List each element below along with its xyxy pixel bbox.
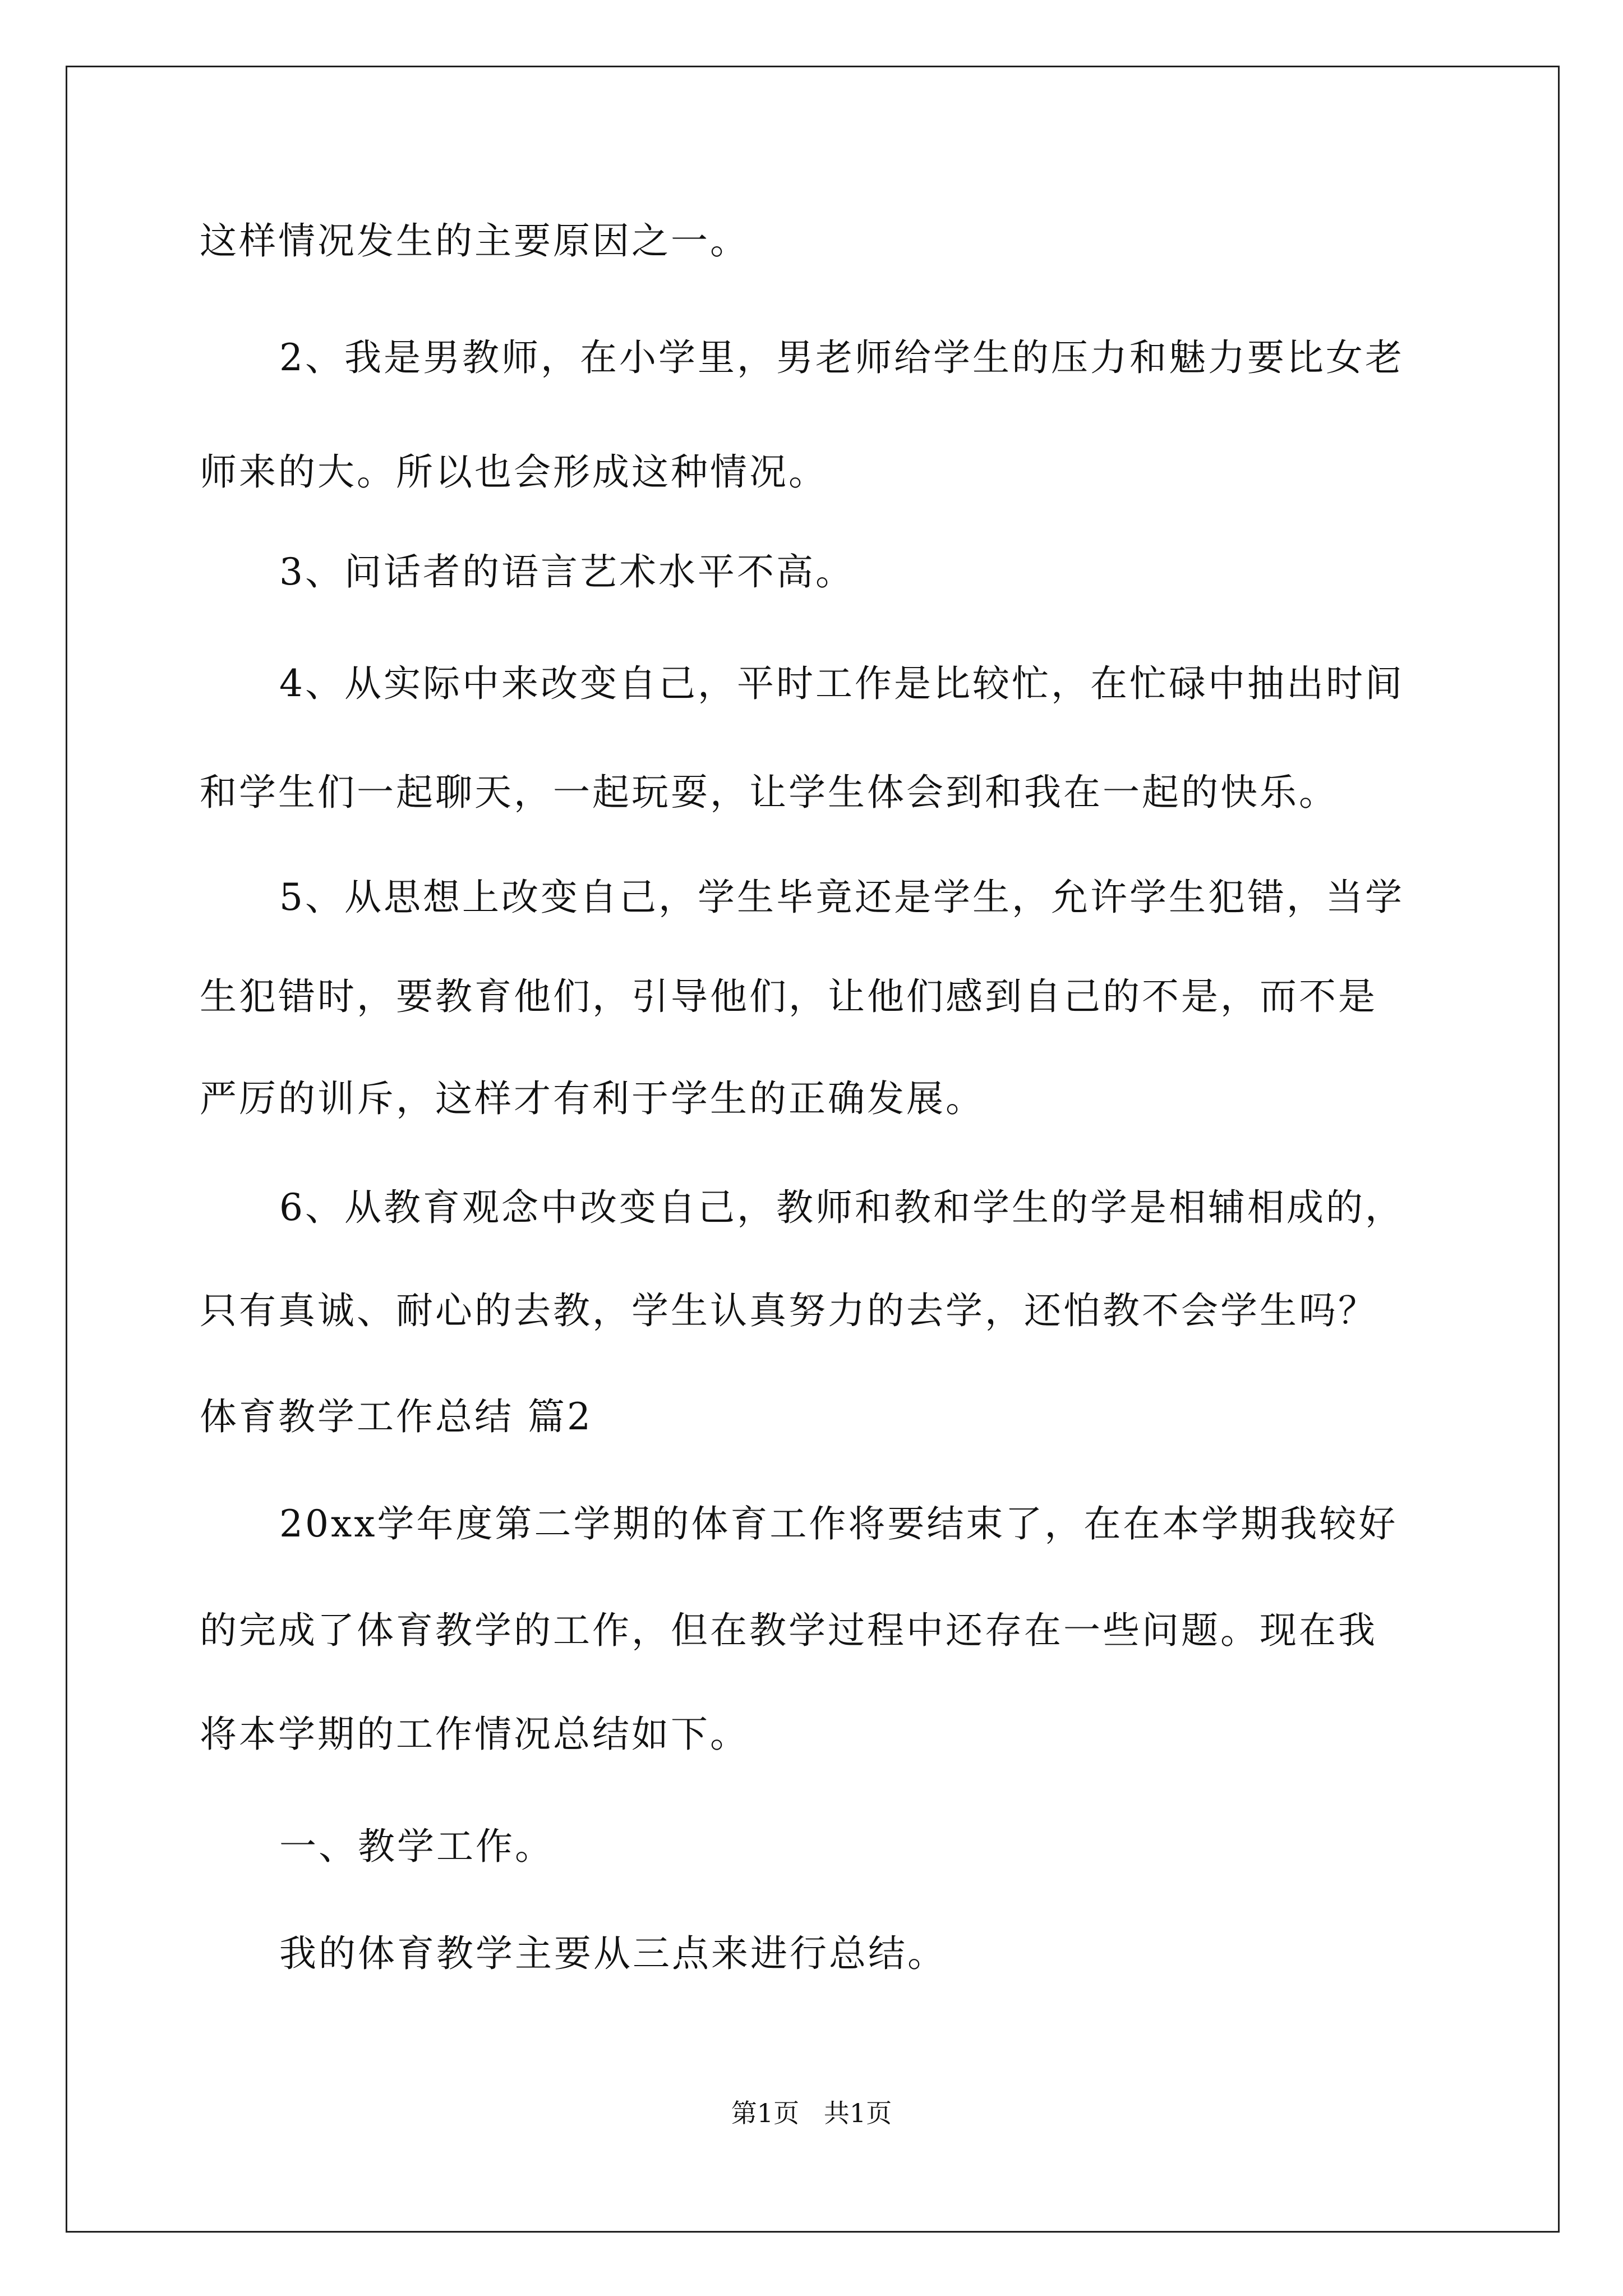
text-line: 一、教学工作。 bbox=[279, 1825, 554, 1868]
text-line: 将本学期的工作情况总结如下。 bbox=[200, 1713, 749, 1756]
text-line: 和学生们一起聊天，一起玩耍，让学生体会到和我在一起的快乐。 bbox=[200, 771, 1338, 814]
text-line: 这样情况发生的主要原因之一。 bbox=[200, 219, 749, 263]
text-line: 6、从教育观念中改变自己，教师和教和学生的学是相辅相成的， bbox=[279, 1186, 1404, 1229]
text-line: 生犯错时，要教育他们，引导他们，让他们感到自己的不是，而不是 bbox=[200, 975, 1377, 1018]
text-line: 3、问话者的语言艺术水平不高。 bbox=[279, 550, 855, 593]
text-line: 20xx学年度第二学期的体育工作将要结束了，在在本学期我较好 bbox=[279, 1502, 1398, 1545]
page-frame bbox=[66, 66, 1560, 2233]
text-line: 4、从实际中来改变自己，平时工作是比较忙，在忙碌中抽出时间 bbox=[279, 662, 1404, 705]
text-line: 的完成了体育教学的工作，但在教学过程中还存在一些问题。现在我 bbox=[200, 1609, 1377, 1652]
text-line: 5、从思想上改变自己，学生毕竟还是学生，允许学生犯错，当学 bbox=[279, 876, 1404, 919]
text-line: 只有真诚、耐心的去教，学生认真努力的去学，还怕教不会学生吗？ bbox=[200, 1289, 1377, 1332]
section-heading: 体育教学工作总结 篇2 bbox=[200, 1395, 593, 1438]
text-line: 2、我是男教师，在小学里，男老师给学生的压力和魅力要比女老 bbox=[279, 336, 1404, 379]
text-line: 我的体育教学主要从三点来进行总结。 bbox=[279, 1932, 947, 1975]
text-line: 严厉的训斥，这样才有利于学生的正确发展。 bbox=[200, 1077, 985, 1120]
page-footer: 第1页 共1页 bbox=[731, 2098, 892, 2128]
text-line: 师来的大。所以也会形成这种情况。 bbox=[200, 450, 828, 494]
